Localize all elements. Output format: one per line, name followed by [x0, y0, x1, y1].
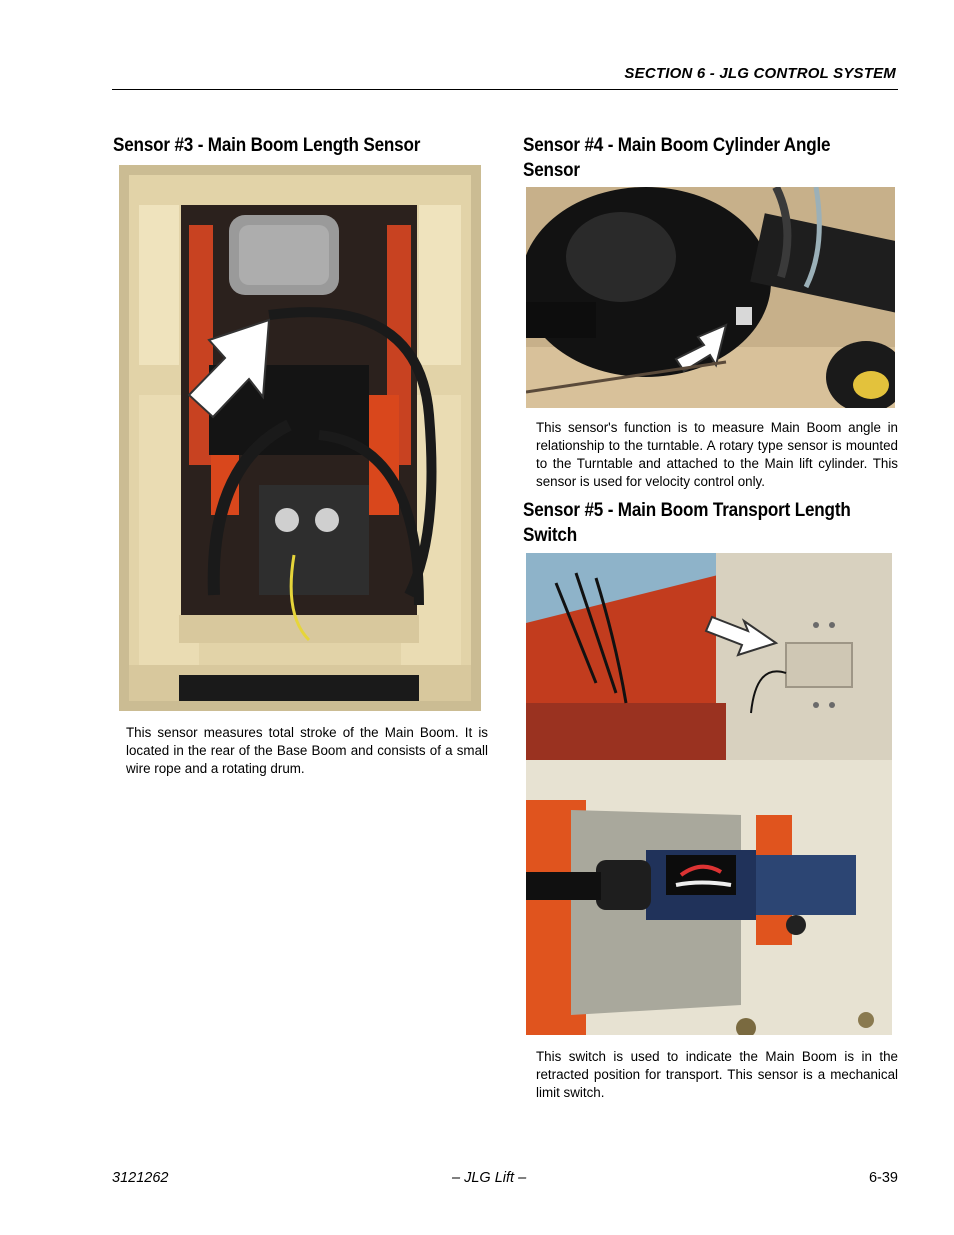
sensor3-heading [113, 133, 420, 158]
sensor3-description: This sensor measures total stroke of the Main Boom. It is located in the rear of the Base Boom and consists of a small wire rope and a rotating drum. [126, 725, 488, 776]
sensor3-heading-text: Sensor #3 - Main Boom Length Sensor [113, 135, 421, 156]
section-header: SECTION 6 - JLG CONTROL SYSTEM [624, 65, 896, 82]
sensor4-photo [526, 187, 895, 408]
sensor4-description: This sensor's function is to measure Main Boom angle in relationship to the turntable. A rotary type sensor is mounted to the Turntable and attached to the Main lift cylinder. This sensor is used for velocity control only. [536, 420, 898, 489]
sensor5-photo-top [526, 553, 892, 760]
sensor5-heading-line1: Sensor #5 - Main Boom Transport Length [523, 500, 851, 521]
footer-center: – JLG Lift – [452, 1170, 527, 1186]
sensor5-heading-line2: Switch [523, 525, 578, 546]
sensor5-description: This switch is used to indicate the Main Boom is in the retracted position for transport. This sensor is a mechanical limit switch. [536, 1049, 898, 1100]
sensor5-heading [523, 498, 851, 548]
sensor4-heading-line2: Sensor [523, 160, 580, 181]
footer-doc-number: 3121262 [112, 1170, 169, 1186]
sensor5-photo-bottom [526, 760, 892, 1035]
sensor4-heading [523, 133, 830, 183]
sensor3-photo [119, 165, 481, 711]
header-rule [112, 89, 898, 90]
sensor4-heading-line1: Sensor #4 - Main Boom Cylinder Angle [523, 135, 831, 156]
footer-page-number: 6-39 [868, 1170, 898, 1186]
